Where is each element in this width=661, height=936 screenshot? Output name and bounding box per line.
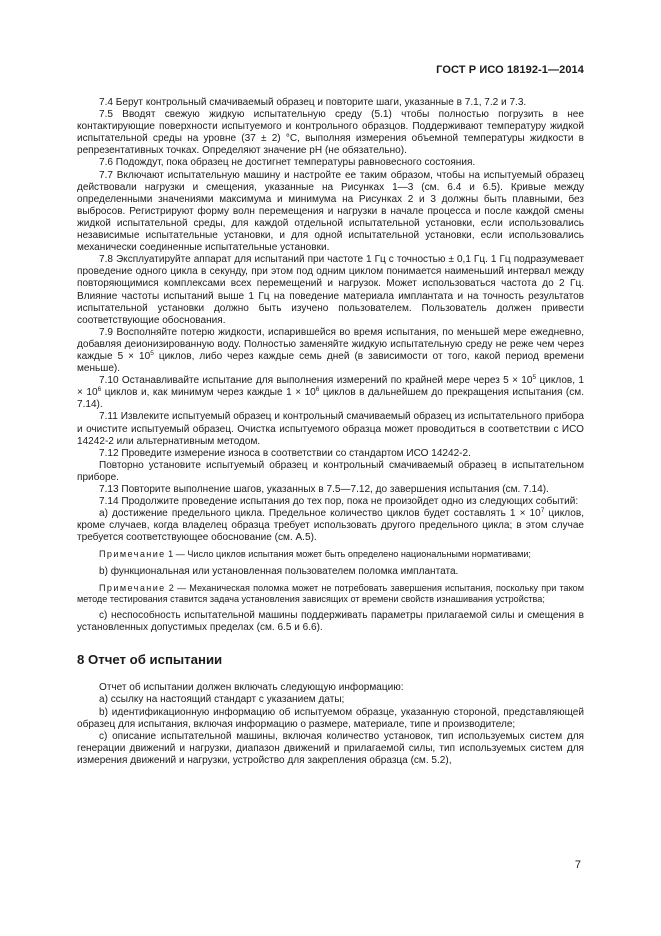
section-8-item-c: с) описание испытательной машины, включая количество установок, тип используемых систем для генерации движений и нагрузки, диапазон движений и прилагаемой силы, тип используемых систем для измерения движений и нагрузки, устройство для закрепления образца (см. 5.2), [77, 730, 584, 766]
paragraph-7-8: 7.8 Эксплуатируйте аппарат для испытаний при частоте 1 Гц с точностью ± 0,1 Гц. 1 Гц подразумевает проведение одного цикла в секунду, при этом под одним циклом понимается наименьший интервал между повторяющимися комплексами всех перемещений и нагрузок. Может использоваться частота до 2 Гц. Влияние частоты испытаний выше 1 Гц на поведение материала имплантата и на точность результатов испытательной установки должно быть изучено пользователем. Пользователь должен привести соответствующие обоснования. [77, 254, 584, 326]
list-item-b: b) функциональная или установленная пользователем поломка имплантата. [99, 565, 459, 577]
note-1 [77, 549, 584, 560]
paragraph-7-12: 7.12 Проведите измерение износа в соответствии со стандартом ИСО 14242-2. [99, 447, 471, 459]
paragraph-7-13: 7.13 Повторите выполнение шагов, указанных в 7.5—7.12, до завершения испытания (см. 7.14). [99, 484, 549, 495]
section-8-title: 8 Отчет об испытании [77, 652, 223, 668]
exponent: 7 [540, 507, 545, 515]
paragraph-7-10-text-a: 7.10 Останавливайте испытание для выполнения измерений по крайней мере через 5 × 10 [99, 375, 533, 387]
paragraph-7-11: 7.11 Извлеките испытуемый образец и контрольный смачиваемый образец из испытательного прибора и очистите испытуемый образец. Очистка испытуемого образца может проводиться в соответствии с ИСО 14242-2 или альтернативным методом. [77, 411, 584, 447]
list-item-a [77, 508, 584, 544]
list-item-a-text-1: а) достижение предельного цикла. Предельное количество циклов будет составлять 1 × 10 [99, 508, 541, 520]
page-number: 7 [574, 859, 581, 871]
paragraph-7-10-text-b: циклов, 1 × 10 [77, 375, 584, 399]
paragraph-7-9 [77, 327, 584, 375]
paragraph-7-9-text-a: 7.9 Восполняйте потерю жидкости, испарившейся во время испытания, по меньшей мере ежедневно, добавляя деионизированную воду. Полностью заменяйте жидкую испытательную среду не реже чем через каждые 5 × 10 [77, 326, 584, 362]
list-item-a-text-2: циклов, кроме случаев, когда владелец образца требует использовать другого предельного цикла; в этом случае требуется соответствующее обоснование (см. А.5). [77, 508, 584, 544]
paragraph-7-12-repeat: Повторно установите испытуемый образец и контрольный смачиваемый образец в испытательном приборе. [77, 459, 584, 483]
note-label: Примечание [99, 582, 166, 593]
paragraph-7-14: 7.14 Продолжите проведение испытания до тех пор, пока не произойдет одно из следующих событий: [99, 496, 579, 508]
list-item-c: c) неспособность испытательной машины поддерживать параметры прилагаемой силы и смещения в установленных допустимых пределах (см. 6.5 и 6.6). [77, 610, 584, 634]
paragraph-7-7: 7.7 Включают испытательную машину и настройте ее таким образом, чтобы на испытуемый образец действовали нагрузки и смещения, указанные на Рисунках 1—3 (см. 6.4 и 6.5). Кривые между определенными значениями максимума и минимума на Рисунках 2 и 3 должны быть плавными, без выбросов. Регистрируют форму волн перемещения и нагрузки в начале процесса и после каждой смены жидкой испытательной среды, для каждой отдельной испытательной установки, если использовались независимые испытательные установки, и для одной испытательной установки, если использовались механически соединенные испытательные установки. [77, 169, 584, 254]
paragraph-7-9-text-b: циклов, либо через каждые семь дней (в зависимости от того, какой период времени меньше). [77, 350, 584, 375]
exponent: 5 [150, 349, 154, 357]
exponent: 5 [532, 374, 537, 382]
paragraph-7-5: 7.5 Вводят свежую жидкую испытательную среду (5.1) чтобы полностью погрузить в нее контактирующие поверхности испытуемого и контрольного образцов. Поддерживают температуру жидкой испытательной среды на уровне (37 ± 2) °С, выполняя измерения объемной температуры жидкости в репрезентативных точках. Определяют значение pH (не обязательно). [77, 109, 584, 157]
paragraph-7-6: 7.6 Подождут, пока образец не достигнет температуры равновесного состояния. [99, 157, 476, 169]
note-label: Примечание [99, 549, 166, 560]
note-2 [77, 583, 584, 605]
document-body [77, 97, 584, 767]
paragraph-7-4: 7.4 Берут контрольный смачиваемый образец и повторите шаги, указанные в 7.1, 7.2 и 7.3. [99, 97, 527, 108]
paragraph-7-10-text-d: циклов в дальнейшем до прекращения испытания (см. 7.14). [77, 387, 584, 411]
note-1-text: 1 — Число циклов испытания может быть определено национальными нормативами; [165, 549, 531, 560]
paragraph-7-10 [77, 375, 584, 411]
section-8-item-b: b) идентификационную информацию об испытуемом образце, указанную стороной, представляющей образец для испытания, включая информацию о размере, материале, типе и производителе; [77, 706, 584, 730]
note-2-text: 2 — Механическая поломка может не потребовать завершения испытания, поскольку при таком методе тестирования ставится задача установления зависящих от времени свойств изнашивания устройства; [77, 582, 584, 604]
section-8-intro: Отчет об испытании должен включать следующую информацию: [99, 682, 404, 694]
exponent: 6 [315, 386, 320, 394]
section-8-item-a: а) ссылку на настоящий стандарт с указанием даты; [99, 694, 345, 706]
paragraph-7-10-text-c: циклов и, как минимум через каждые 1 × 10 [101, 387, 316, 399]
exponent: 6 [97, 386, 102, 394]
standard-header: ГОСТ Р ИСО 18192-1—2014 [436, 64, 584, 76]
